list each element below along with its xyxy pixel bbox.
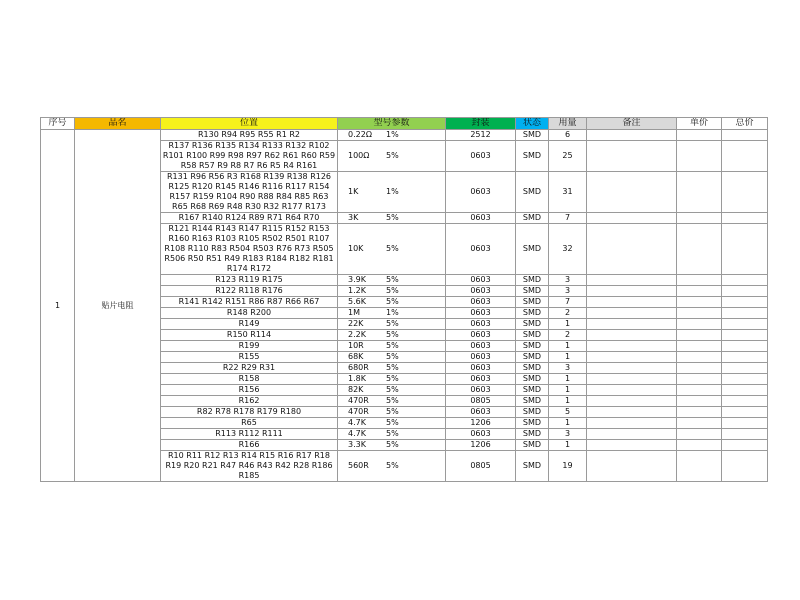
position-cell[interactable]: R156	[161, 385, 338, 396]
total-price-cell[interactable]	[722, 341, 768, 352]
package-cell[interactable]: 0603	[446, 352, 516, 363]
value-text: 100Ω	[348, 151, 370, 160]
remark-cell[interactable]	[587, 440, 677, 451]
state-cell[interactable]: SMD	[516, 213, 549, 224]
position-cell[interactable]: R166	[161, 440, 338, 451]
unit-price-cell[interactable]	[677, 451, 722, 482]
tolerance-text: 5%	[386, 286, 399, 295]
tolerance-text: 5%	[386, 213, 399, 222]
model-cell[interactable]	[338, 385, 446, 396]
tolerance-text: 5%	[386, 244, 399, 253]
remark-cell[interactable]	[587, 275, 677, 286]
state-cell[interactable]: SMD	[516, 319, 549, 330]
position-cell[interactable]: R167 R140 R124 R89 R71 R64 R70	[161, 213, 338, 224]
unit-price-cell[interactable]	[677, 429, 722, 440]
model-cell[interactable]	[338, 213, 446, 224]
unit-price-cell[interactable]	[677, 330, 722, 341]
state-cell[interactable]: SMD	[516, 141, 549, 172]
remark-cell[interactable]	[587, 363, 677, 374]
package-cell[interactable]: 0603	[446, 286, 516, 297]
tolerance-text: 5%	[386, 275, 399, 284]
total-price-cell[interactable]	[722, 407, 768, 418]
state-cell[interactable]: SMD	[516, 396, 549, 407]
value-text: 5.6K	[348, 297, 366, 306]
tolerance-text: 5%	[386, 151, 399, 160]
model-cell[interactable]	[338, 286, 446, 297]
qty-cell[interactable]: 1	[549, 385, 587, 396]
qty-cell[interactable]: 1	[549, 396, 587, 407]
tolerance-text: 5%	[386, 352, 399, 361]
position-cell[interactable]: R122 R118 R176	[161, 286, 338, 297]
qty-cell[interactable]: 3	[549, 286, 587, 297]
qty-cell[interactable]: 1	[549, 352, 587, 363]
remark-cell[interactable]	[587, 297, 677, 308]
value-text: 82K	[348, 385, 364, 394]
value-text: 1.8K	[348, 374, 366, 383]
unit-price-cell[interactable]	[677, 418, 722, 429]
package-cell[interactable]: 0603	[446, 297, 516, 308]
remark-cell[interactable]	[587, 341, 677, 352]
qty-cell[interactable]: 1	[549, 440, 587, 451]
tolerance-text: 5%	[386, 407, 399, 416]
model-cell[interactable]	[338, 440, 446, 451]
unit-price-cell[interactable]	[677, 297, 722, 308]
value-text: 10R	[348, 341, 364, 350]
remark-cell[interactable]	[587, 418, 677, 429]
model-cell[interactable]	[338, 407, 446, 418]
model-cell[interactable]	[338, 308, 446, 319]
model-cell[interactable]	[338, 352, 446, 363]
position-cell[interactable]: R130 R94 R95 R55 R1 R2	[161, 130, 338, 141]
package-cell[interactable]: 0603	[446, 330, 516, 341]
remark-cell[interactable]	[587, 374, 677, 385]
position-cell[interactable]: R137 R136 R135 R134 R133 R132 R102 R101 R100 R99 R98 R97 R62 R61 R60 R59 R58 R57 R9 R8 R7 R6 R5 R4 R161	[161, 141, 338, 172]
tolerance-text: 5%	[386, 297, 399, 306]
value-text: 1M	[348, 308, 360, 317]
model-cell[interactable]	[338, 374, 446, 385]
position-cell[interactable]: R123 R119 R175	[161, 275, 338, 286]
total-price-cell[interactable]	[722, 297, 768, 308]
position-cell[interactable]: R150 R114	[161, 330, 338, 341]
position-cell[interactable]: R148 R200	[161, 308, 338, 319]
package-cell[interactable]: 0805	[446, 451, 516, 482]
model-cell[interactable]	[338, 141, 446, 172]
total-price-cell[interactable]	[722, 451, 768, 482]
model-cell[interactable]	[338, 275, 446, 286]
state-cell[interactable]: SMD	[516, 341, 549, 352]
value-text: 10K	[348, 244, 364, 253]
tolerance-text: 5%	[386, 363, 399, 372]
tolerance-text: 5%	[386, 330, 399, 339]
package-cell[interactable]: 2512	[446, 130, 516, 141]
state-cell[interactable]: SMD	[516, 172, 549, 213]
package-cell[interactable]: 0603	[446, 319, 516, 330]
total-price-cell[interactable]	[722, 308, 768, 319]
package-cell[interactable]: 0603	[446, 224, 516, 275]
state-cell[interactable]: SMD	[516, 440, 549, 451]
tolerance-text: 5%	[386, 396, 399, 405]
total-price-cell[interactable]	[722, 429, 768, 440]
remark-cell[interactable]	[587, 396, 677, 407]
position-cell[interactable]: R121 R144 R143 R147 R115 R152 R153 R160 R163 R103 R105 R502 R501 R107 R108 R110 R83 R504 R503 R76 R73 R505 R506 R50 R51 R49 R183 R184 R182 R181 R174 R172	[161, 224, 338, 275]
model-cell[interactable]	[338, 297, 446, 308]
state-cell[interactable]: SMD	[516, 297, 549, 308]
model-cell[interactable]	[338, 172, 446, 213]
value-text: 4.7K	[348, 429, 366, 438]
total-price-cell[interactable]	[722, 330, 768, 341]
total-price-cell[interactable]	[722, 286, 768, 297]
tolerance-text: 5%	[386, 385, 399, 394]
qty-cell[interactable]: 31	[549, 172, 587, 213]
unit-price-cell[interactable]	[677, 319, 722, 330]
tolerance-text: 5%	[386, 429, 399, 438]
state-cell[interactable]: SMD	[516, 451, 549, 482]
value-text: 470R	[348, 407, 369, 416]
tolerance-text: 1%	[386, 308, 399, 317]
position-cell[interactable]: R158	[161, 374, 338, 385]
position-cell[interactable]: R199	[161, 341, 338, 352]
position-cell[interactable]: R155	[161, 352, 338, 363]
package-cell[interactable]: 1206	[446, 418, 516, 429]
package-cell[interactable]: 0603	[446, 429, 516, 440]
position-cell[interactable]: R65	[161, 418, 338, 429]
state-cell[interactable]: SMD	[516, 352, 549, 363]
tolerance-text: 5%	[386, 341, 399, 350]
state-cell[interactable]: SMD	[516, 418, 549, 429]
total-price-cell[interactable]	[722, 363, 768, 374]
state-cell[interactable]: SMD	[516, 374, 549, 385]
tolerance-text: 5%	[386, 418, 399, 427]
state-cell[interactable]: SMD	[516, 407, 549, 418]
header-package[interactable]: 封装	[446, 118, 516, 130]
remark-cell[interactable]	[587, 308, 677, 319]
total-price-cell[interactable]	[722, 224, 768, 275]
model-cell[interactable]	[338, 330, 446, 341]
state-cell[interactable]: SMD	[516, 286, 549, 297]
total-price-cell[interactable]	[722, 130, 768, 141]
bom-sheet	[40, 117, 767, 482]
remark-cell[interactable]	[587, 385, 677, 396]
qty-cell[interactable]: 1	[549, 418, 587, 429]
unit-price-cell[interactable]	[677, 275, 722, 286]
model-cell[interactable]	[338, 130, 446, 141]
header-row	[41, 118, 768, 130]
package-cell[interactable]: 0603	[446, 363, 516, 374]
header-name[interactable]: 品名	[75, 118, 161, 130]
model-cell[interactable]	[338, 429, 446, 440]
qty-cell[interactable]: 19	[549, 451, 587, 482]
position-cell[interactable]: R113 R112 R111	[161, 429, 338, 440]
qty-cell[interactable]: 2	[549, 308, 587, 319]
remark-cell[interactable]	[587, 319, 677, 330]
value-text: 470R	[348, 396, 369, 405]
total-price-cell[interactable]	[722, 385, 768, 396]
value-text: 4.7K	[348, 418, 366, 427]
qty-cell[interactable]: 3	[549, 429, 587, 440]
qty-cell[interactable]: 25	[549, 141, 587, 172]
position-cell[interactable]: R162	[161, 396, 338, 407]
unit-price-cell[interactable]	[677, 141, 722, 172]
package-cell[interactable]: 1206	[446, 440, 516, 451]
unit-price-cell[interactable]	[677, 130, 722, 141]
remark-cell[interactable]	[587, 286, 677, 297]
value-text: 2.2K	[348, 330, 366, 339]
total-price-cell[interactable]	[722, 172, 768, 213]
remark-cell[interactable]	[587, 352, 677, 363]
total-price-cell[interactable]	[722, 275, 768, 286]
tolerance-text: 5%	[386, 440, 399, 449]
tolerance-text: 5%	[386, 319, 399, 328]
table-row	[41, 130, 768, 141]
unit-price-cell[interactable]	[677, 374, 722, 385]
value-text: 68K	[348, 352, 364, 361]
qty-cell[interactable]: 1	[549, 319, 587, 330]
position-cell[interactable]: R149	[161, 319, 338, 330]
header-total-price[interactable]: 总价	[722, 118, 768, 130]
bom-table	[40, 117, 768, 482]
value-text: 560R	[348, 461, 369, 470]
state-cell[interactable]: SMD	[516, 385, 549, 396]
package-cell[interactable]: 0603	[446, 341, 516, 352]
state-cell[interactable]: SMD	[516, 330, 549, 341]
qty-cell[interactable]: 6	[549, 130, 587, 141]
qty-cell[interactable]: 1	[549, 341, 587, 352]
total-price-cell[interactable]	[722, 213, 768, 224]
unit-price-cell[interactable]	[677, 407, 722, 418]
group-seq[interactable]: 1	[41, 130, 75, 482]
total-price-cell[interactable]	[722, 418, 768, 429]
tolerance-text: 5%	[386, 461, 399, 470]
total-price-cell[interactable]	[722, 396, 768, 407]
remark-cell[interactable]	[587, 407, 677, 418]
position-cell[interactable]: R141 R142 R151 R86 R87 R66 R67	[161, 297, 338, 308]
value-text: 3.9K	[348, 275, 366, 284]
remark-cell[interactable]	[587, 330, 677, 341]
header-qty[interactable]: 用量	[549, 118, 587, 130]
tolerance-text: 1%	[386, 130, 399, 139]
position-cell[interactable]: R82 R78 R178 R179 R180	[161, 407, 338, 418]
model-cell[interactable]	[338, 363, 446, 374]
tolerance-text: 5%	[386, 374, 399, 383]
package-cell[interactable]: 0603	[446, 407, 516, 418]
qty-cell[interactable]: 7	[549, 213, 587, 224]
model-cell[interactable]	[338, 451, 446, 482]
remark-cell[interactable]	[587, 130, 677, 141]
header-unit-price[interactable]: 单价	[677, 118, 722, 130]
unit-price-cell[interactable]	[677, 341, 722, 352]
model-cell[interactable]	[338, 396, 446, 407]
bom-body	[41, 130, 768, 482]
header-model[interactable]: 型号参数	[338, 118, 446, 130]
unit-price-cell[interactable]	[677, 363, 722, 374]
state-cell[interactable]: SMD	[516, 275, 549, 286]
remark-cell[interactable]	[587, 141, 677, 172]
qty-cell[interactable]: 7	[549, 297, 587, 308]
unit-price-cell[interactable]	[677, 213, 722, 224]
state-cell[interactable]: SMD	[516, 224, 549, 275]
package-cell[interactable]: 0805	[446, 396, 516, 407]
total-price-cell[interactable]	[722, 440, 768, 451]
remark-cell[interactable]	[587, 451, 677, 482]
qty-cell[interactable]: 5	[549, 407, 587, 418]
group-name[interactable]: 贴片电阻	[75, 130, 161, 482]
package-cell[interactable]: 0603	[446, 385, 516, 396]
unit-price-cell[interactable]	[677, 440, 722, 451]
value-text: 22K	[348, 319, 364, 328]
package-cell[interactable]: 0603	[446, 213, 516, 224]
qty-cell[interactable]: 1	[549, 374, 587, 385]
state-cell[interactable]: SMD	[516, 130, 549, 141]
total-price-cell[interactable]	[722, 374, 768, 385]
unit-price-cell[interactable]	[677, 352, 722, 363]
qty-cell[interactable]: 3	[549, 363, 587, 374]
unit-price-cell[interactable]	[677, 385, 722, 396]
tolerance-text: 1%	[386, 187, 399, 196]
unit-price-cell[interactable]	[677, 308, 722, 319]
package-cell[interactable]: 0603	[446, 275, 516, 286]
position-cell[interactable]: R22 R29 R31	[161, 363, 338, 374]
qty-cell[interactable]: 2	[549, 330, 587, 341]
state-cell[interactable]: SMD	[516, 308, 549, 319]
package-cell[interactable]: 0603	[446, 308, 516, 319]
header-seq[interactable]: 序号	[41, 118, 75, 130]
remark-cell[interactable]	[587, 172, 677, 213]
value-text: 3.3K	[348, 440, 366, 449]
remark-cell[interactable]	[587, 213, 677, 224]
value-text: 0.22Ω	[348, 130, 372, 139]
remark-cell[interactable]	[587, 429, 677, 440]
package-cell[interactable]: 0603	[446, 141, 516, 172]
total-price-cell[interactable]	[722, 141, 768, 172]
model-cell[interactable]	[338, 341, 446, 352]
package-cell[interactable]: 0603	[446, 172, 516, 213]
unit-price-cell[interactable]	[677, 286, 722, 297]
header-remark[interactable]: 备注	[587, 118, 677, 130]
unit-price-cell[interactable]	[677, 396, 722, 407]
qty-cell[interactable]: 3	[549, 275, 587, 286]
unit-price-cell[interactable]	[677, 172, 722, 213]
qty-cell[interactable]: 32	[549, 224, 587, 275]
unit-price-cell[interactable]	[677, 224, 722, 275]
header-state[interactable]: 状态	[516, 118, 549, 130]
total-price-cell[interactable]	[722, 352, 768, 363]
value-text: 1.2K	[348, 286, 366, 295]
header-position[interactable]: 位置	[161, 118, 338, 130]
model-cell[interactable]	[338, 319, 446, 330]
value-text: 3K	[348, 213, 359, 222]
remark-cell[interactable]	[587, 224, 677, 275]
package-cell[interactable]: 0603	[446, 374, 516, 385]
position-cell[interactable]: R10 R11 R12 R13 R14 R15 R16 R17 R18 R19 R20 R21 R47 R46 R43 R42 R28 R186 R185	[161, 451, 338, 482]
model-cell[interactable]	[338, 418, 446, 429]
model-cell[interactable]	[338, 224, 446, 275]
state-cell[interactable]: SMD	[516, 363, 549, 374]
total-price-cell[interactable]	[722, 319, 768, 330]
position-cell[interactable]: R131 R96 R56 R3 R168 R139 R138 R126 R125 R120 R145 R146 R116 R117 R154 R157 R159 R104 R90 R88 R84 R85 R63 R65 R68 R69 R48 R30 R32 R177 R173	[161, 172, 338, 213]
value-text: 1K	[348, 187, 359, 196]
value-text: 680R	[348, 363, 369, 372]
state-cell[interactable]: SMD	[516, 429, 549, 440]
